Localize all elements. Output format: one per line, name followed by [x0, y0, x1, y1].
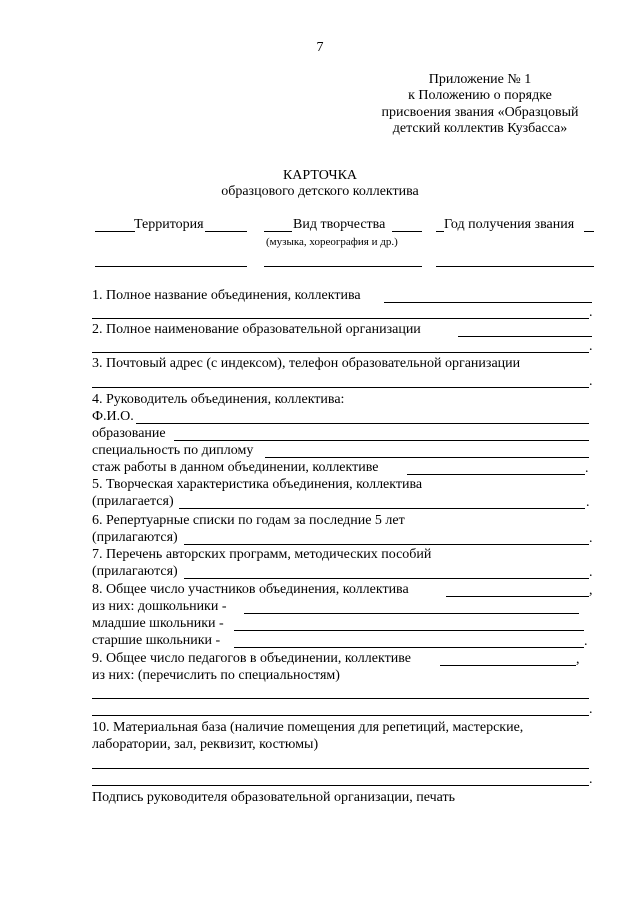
item-8-junior-label: младшие школьники - — [92, 616, 224, 631]
item-5-label: 5. Творческая характеристика объединения, коллектива — [92, 477, 423, 492]
creativity-underline-right — [392, 231, 422, 232]
signature-label: Подпись руководителя образовательной организации, печать — [92, 790, 455, 805]
creativity-hint: (музыка, хореография и др.) — [266, 236, 398, 248]
item-9-fill-line-3 — [92, 715, 589, 716]
item-9-fill-line — [440, 665, 576, 666]
item-4-diploma-line — [265, 457, 589, 458]
item-4-education-label: образование — [92, 426, 166, 441]
card-subtitle: образцового детского коллектива — [221, 184, 419, 199]
item-6-period: . — [589, 531, 593, 546]
item-7-period: . — [589, 565, 593, 580]
item-2-period: . — [589, 339, 593, 354]
item-8-senior-label: старшие школьники - — [92, 633, 221, 648]
item-2-fill-line — [458, 336, 592, 337]
item-7-label: 7. Перечень авторских программ, методических пособий — [92, 547, 432, 562]
item-9-list-label: из них: (перечислить по специальностям) — [92, 668, 340, 683]
item-4-education-line — [174, 440, 589, 441]
item-7-fill-line — [184, 578, 589, 579]
territory-underline-right — [205, 231, 247, 232]
item-3-fill-line — [92, 387, 589, 388]
item-8-comma: , — [589, 583, 593, 598]
item-4-fio-label: Ф.И.О. — [92, 409, 134, 424]
appendix-line-4: детский коллектив Кузбасса» — [392, 121, 568, 136]
item-3-label: 3. Почтовый адрес (с индексом), телефон образовательной организации — [92, 356, 521, 371]
page-number: 7 — [316, 40, 324, 55]
item-4-diploma-label: специальность по диплому — [92, 443, 254, 458]
item-6-fill-line — [184, 544, 589, 545]
appendix-line-2: к Положению о порядке — [408, 88, 552, 103]
card-title: КАРТОЧКА — [282, 168, 358, 183]
item-8-fill-line — [446, 596, 589, 597]
item-8-preschool-label: из них: дошкольники - — [92, 599, 227, 614]
item-8-junior-line — [234, 630, 584, 631]
item-10-fill-line-2 — [92, 785, 589, 786]
item-8-preschool-line — [244, 613, 579, 614]
year-underline-right — [584, 231, 594, 232]
creativity-underline-left — [264, 231, 292, 232]
item-8-period: . — [584, 634, 588, 649]
territory-heading: Территория — [134, 217, 204, 232]
appendix-line-1: Приложение № 1 — [428, 72, 532, 87]
item-9-fill-line-2 — [92, 698, 589, 699]
year-value-line — [436, 266, 594, 267]
item-5-fill-line — [179, 508, 585, 509]
item-7-attached: (прилагаются) — [92, 564, 178, 579]
item-10-fill-line — [92, 768, 589, 769]
item-9-label: 9. Общее число педагогов в объединении, коллективе — [92, 651, 411, 666]
item-1-label: 1. Полное название объединения, коллектива — [92, 288, 361, 303]
year-underline-left — [436, 231, 444, 232]
item-9-period: . — [589, 702, 593, 717]
item-4-fio-line — [136, 423, 589, 424]
item-6-label: 6. Репертуарные списки по годам за последние 5 лет — [92, 513, 405, 528]
item-10-label-line-2: лаборатории, зал, реквизит, костюмы) — [92, 737, 319, 752]
territory-value-line — [95, 266, 247, 267]
item-4-experience-label: стаж работы в данном объединении, коллективе — [92, 460, 379, 475]
item-4-period: . — [585, 461, 589, 476]
item-1-fill-line-2 — [92, 318, 589, 319]
item-3-period: . — [589, 374, 593, 389]
item-1-fill-line — [384, 302, 592, 303]
item-1-period: . — [589, 305, 593, 320]
creativity-heading: Вид творчества — [293, 217, 386, 232]
item-8-label: 8. Общее число участников объединения, коллектива — [92, 582, 409, 597]
item-10-period: . — [589, 772, 593, 787]
item-9-comma: , — [576, 652, 580, 667]
item-2-label: 2. Полное наименование образовательной организации — [92, 322, 421, 337]
item-5-attached: (прилагается) — [92, 494, 174, 509]
creativity-value-line — [264, 266, 422, 267]
item-2-fill-line-2 — [92, 352, 589, 353]
territory-underline-left — [95, 231, 135, 232]
item-4-label: 4. Руководитель объединения, коллектива: — [92, 392, 345, 407]
item-10-label-line-1: 10. Материальная база (наличие помещения для репетиций, мастерские, — [92, 720, 524, 735]
item-6-attached: (прилагаются) — [92, 530, 178, 545]
item-4-experience-line — [407, 474, 585, 475]
item-8-senior-line — [234, 647, 584, 648]
appendix-line-3: присвоения звания «Образцовый — [381, 105, 579, 120]
year-heading: Год получения звания — [444, 217, 575, 232]
item-5-period: . — [586, 495, 590, 510]
